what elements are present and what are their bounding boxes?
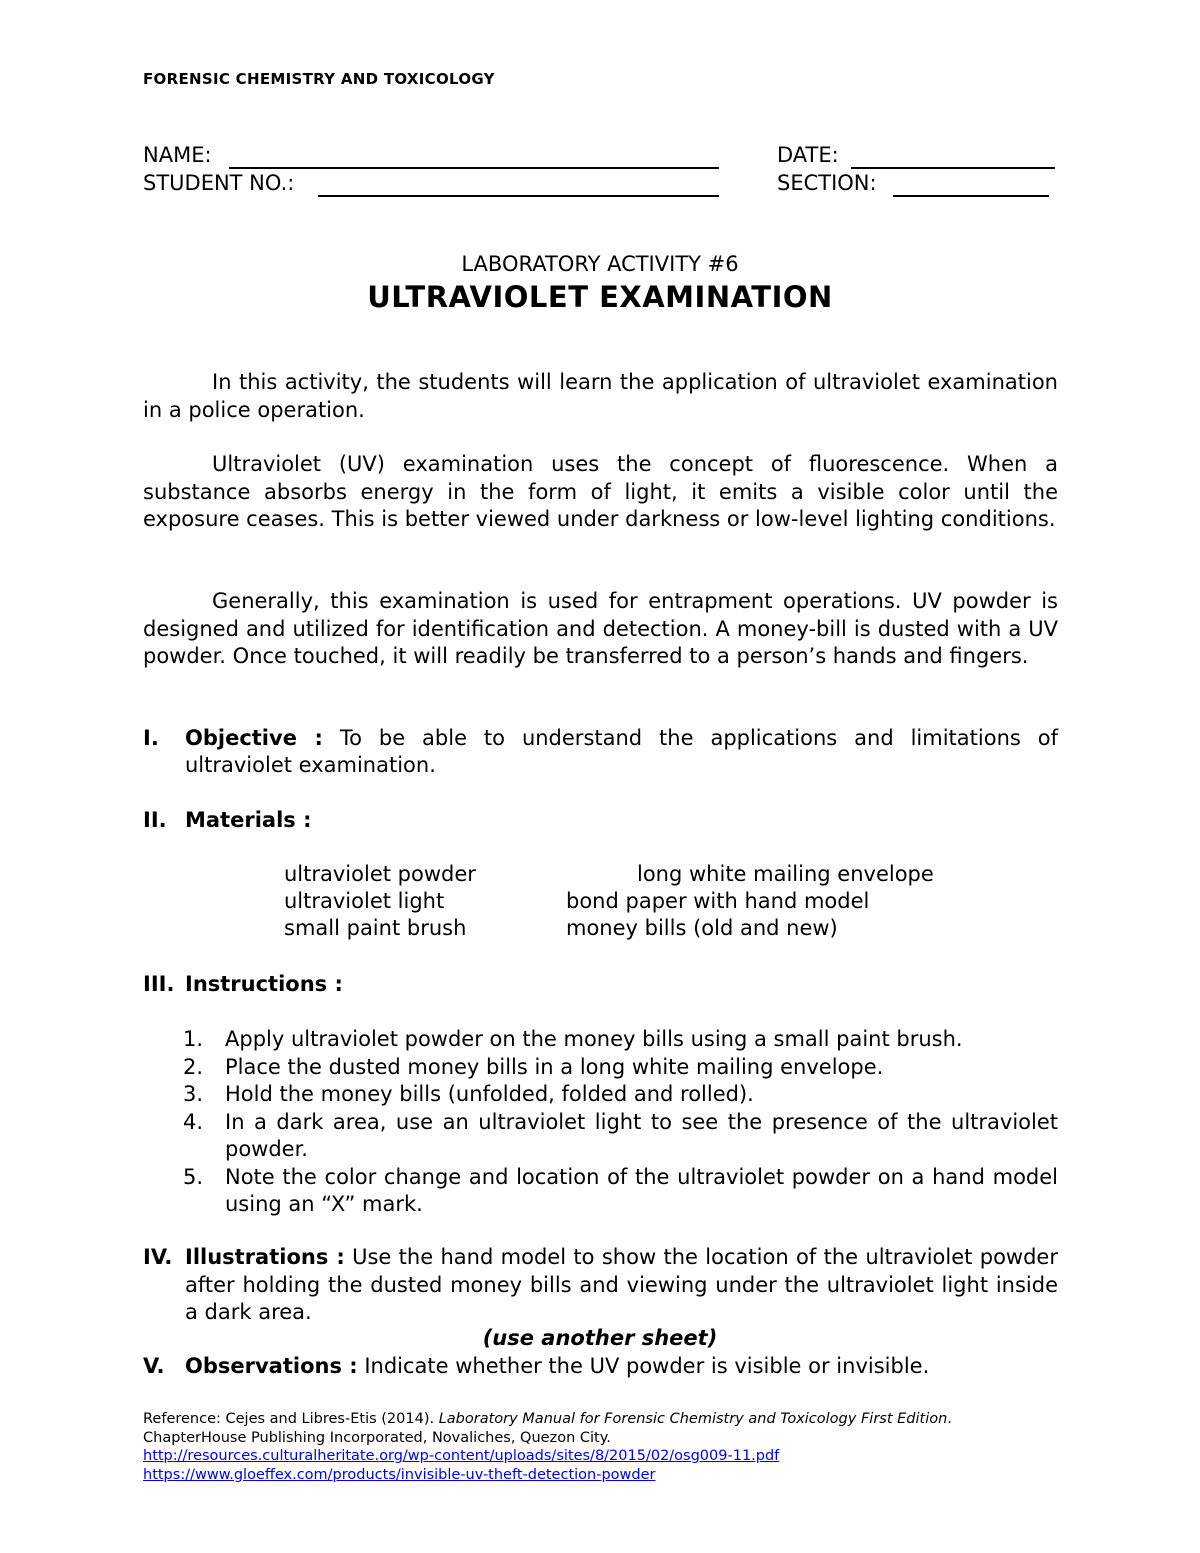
reference-prefix: Reference: Cejes and Libres-Etis (2014). (143, 1411, 439, 1427)
illustrations-number: IV. (143, 1245, 173, 1269)
name-line[interactable] (229, 167, 719, 169)
materials-section (143, 807, 1058, 834)
list-item-number: 1. (183, 1027, 204, 1051)
material-item: money bills (old and new) (566, 916, 838, 940)
list-item (143, 1026, 1058, 1054)
observations-section (143, 1353, 1058, 1380)
illustrations-section (143, 1244, 1058, 1327)
use-another-sheet-note: (use another sheet) (482, 1326, 718, 1350)
observations-heading: Observations : (185, 1354, 358, 1378)
material-item: ultraviolet powder (284, 862, 476, 886)
objective-heading: Objective : (185, 726, 323, 750)
list-item-text: Apply ultraviolet powder on the money bills using a small paint brush. (225, 1027, 963, 1051)
reference-link-culturalheritate[interactable]: http://resources.culturalheritate.org/wp-content/uploads/sites/8/2015/02/osg009-11.pdf (143, 1448, 780, 1464)
list-item-number: 5. (183, 1164, 204, 1189)
section-line[interactable] (893, 195, 1049, 197)
list-item (143, 1164, 1058, 1219)
list-item (143, 1081, 1058, 1109)
reference-block (143, 1410, 1103, 1484)
list-item-number: 2. (183, 1054, 204, 1079)
material-item: long white mailing envelope (637, 862, 934, 886)
date-line[interactable] (851, 167, 1055, 169)
intro-paragraph: In this activity, the students will learn the application of ultraviolet examination in a police operation. (143, 370, 1058, 422)
reference-book-title: Laboratory Manual for Forensic Chemistry and Toxicology First Edition (438, 1411, 948, 1427)
observations-number: V. (143, 1354, 165, 1378)
instructions-section (143, 971, 1058, 998)
material-item: bond paper with hand model (566, 889, 870, 913)
materials-number: II. (143, 808, 167, 832)
section-label: SECTION: (777, 171, 877, 195)
material-item: ultraviolet light (284, 889, 445, 913)
page-title: ULTRAVIOLET EXAMINATION (367, 280, 833, 314)
reference-suffix: . (947, 1411, 952, 1427)
fluorescence-paragraph: Ultraviolet (UV) examination uses the concept of fluorescence. When a substance absorbs energy in the form of light, it emits a visible color until the exposure ceases. This is better viewed under darkness or low-level lighting conditions. (143, 452, 1058, 531)
list-item-text: In a dark area, use an ultraviolet light to see the presence of the ultraviolet powder. (225, 1109, 1058, 1161)
objective-number: I. (143, 726, 159, 750)
list-item-number: 4. (183, 1109, 204, 1134)
entrapment-paragraph: Generally, this examination is used for entrapment operations. UV powder is designed and utilized for identification and detection. A money-bill is dusted with a UV powder. Once touched, it will readily be transferred to a person’s hands and fingers. (143, 589, 1058, 668)
instructions-heading: Instructions : (185, 972, 343, 996)
list-item-text: Place the dusted money bills in a long white mailing envelope. (225, 1054, 884, 1079)
name-label: NAME: (143, 143, 212, 167)
illustrations-text: Use the hand model to show the location of the ultraviolet powder after holding the dusted money bills and viewing under the ultraviolet light inside a dark area. (185, 1245, 1058, 1324)
list-item-text: Note the color change and location of the ultraviolet powder on a hand model using an “X” mark. (225, 1164, 1058, 1216)
list-item-number: 3. (183, 1082, 204, 1106)
reference-link-gloeffex[interactable]: https://www.gloeffex.com/products/invisible-uv-theft-detection-powder (143, 1466, 656, 1483)
observations-text: Indicate whether the UV powder is visible or invisible. (357, 1354, 930, 1378)
student-no-label: STUDENT NO.: (143, 171, 295, 195)
objective-text: To be able to understand the applications and limitations of ultraviolet examination. (185, 726, 1058, 777)
instructions-list (143, 1026, 1058, 1219)
student-no-line[interactable] (318, 195, 719, 197)
page-header: FORENSIC CHEMISTRY AND TOXICOLOGY (143, 70, 495, 88)
instructions-number: III. (143, 972, 175, 996)
list-item (143, 1054, 1058, 1082)
activity-label: LABORATORY ACTIVITY #6 (461, 252, 739, 276)
objective-section (143, 725, 1058, 779)
reference-publisher: ChapterHouse Publishing Incorporated, Novaliches, Quezon City. (143, 1429, 611, 1446)
list-item-text: Hold the money bills (unfolded, folded and rolled). (225, 1082, 754, 1106)
illustrations-heading: Illustrations : (185, 1245, 345, 1269)
date-label: DATE: (777, 143, 839, 167)
materials-heading: Materials : (185, 808, 312, 832)
material-item: small paint brush (284, 916, 467, 940)
list-item (143, 1109, 1058, 1164)
